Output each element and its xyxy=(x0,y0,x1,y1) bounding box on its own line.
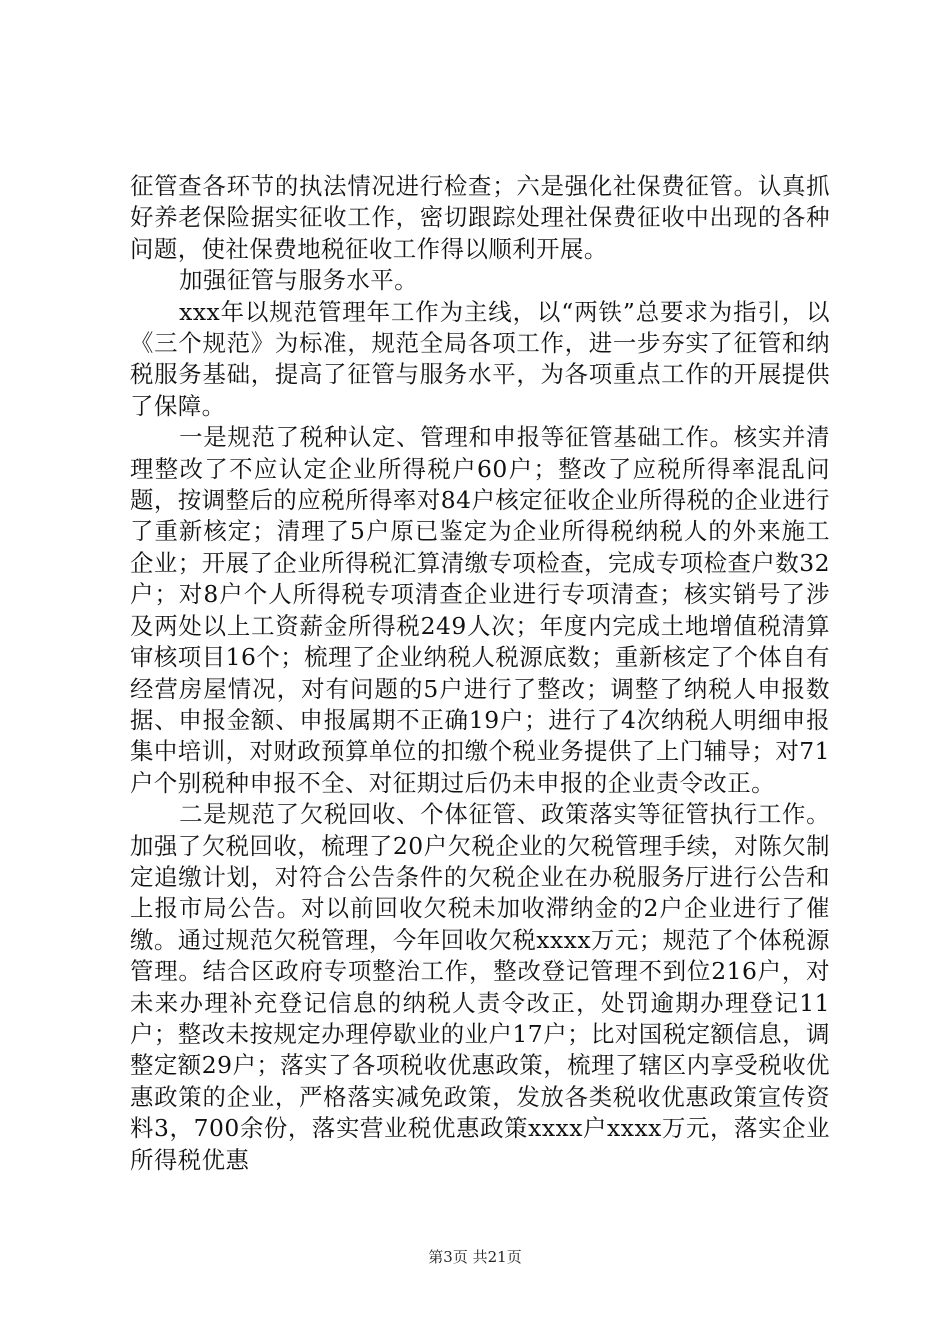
page-number-footer: 第3页 共21页 xyxy=(428,1248,522,1266)
paragraph-continuation: 征管查各环节的执法情况进行检查；六是强化社保费征管。认真抓好养老保险据实征收工作，密切跟踪处理社保费征收中出现的各种问题，使社保费地税征收工作得以顺利开展。 xyxy=(130,172,830,263)
paragraph-point-two: 二是规范了欠税回收、个体征管、政策落实等征管执行工作。加强了欠税回收，梳理了20户欠税企业的欠税管理手续，对陈欠制定追缴计划，对符合公告条件的欠税企业在办税服务厅进行公告和上报市局公告。对以前回收欠税未加收滞纳金的2户企业进行了催缴。通过规范欠税管理，今年回收欠税xxxx万元；规范了个体税源管理。结合区政府专项整治工作，整改登记管理不到位216户，对未来办理补充登记信息的纳税人责令改正，处罚逾期办理登记11户；整改未按规定办理停歇业的业户17户；比对国税定额信息，调整定额29户；落实了各项税收优惠政策，梳理了辖区内享受税收优惠政策的企业，严格落实减免政策，发放各类税收优惠政策宣传资料3，700余份，落实营业税优惠政策xxxx户xxxx万元，落实企业所得税优惠 xyxy=(130,800,830,1174)
document-body xyxy=(130,171,830,1176)
paragraph-intro: xxx年以规范管理年工作为主线，以“两铁”总要求为指引，以《三个规范》为标准，规范全局各项工作，进一步夯实了征管和纳税服务基础，提高了征管与服务水平，为各项重点工作的开展提供了保障。 xyxy=(130,297,830,420)
section-heading: 加强征管与服务水平。 xyxy=(179,266,419,295)
paragraph-point-one: 一是规范了税种认定、管理和申报等征管基础工作。核实并清理整改了不应认定企业所得税户60户；整改了应税所得率混乱问题，按调整后的应税所得率对84户核定征收企业所得税的企业进行了重新核定；清理了5户原已鉴定为企业所得税纳税人的外来施工企业；开展了企业所得税汇算清缴专项检查，完成专项检查户数32户；对8户个人所得税专项清查企业进行专项清查；核实销号了涉及两处以上工资薪金所得税249人次；年度内完成土地增值税清算审核项目16个；梳理了企业纳税人税源底数；重新核定了个体自有经营房屋情况，对有问题的5户进行了整改；调整了纳税人申报数据、申报金额、申报属期不正确19户；进行了4次纳税人明细申报集中培训，对财政预算单位的扣缴个税业务提供了上门辅导；对71户个别税种申报不全、对征期过后仍未申报的企业责令改正。 xyxy=(130,423,830,797)
